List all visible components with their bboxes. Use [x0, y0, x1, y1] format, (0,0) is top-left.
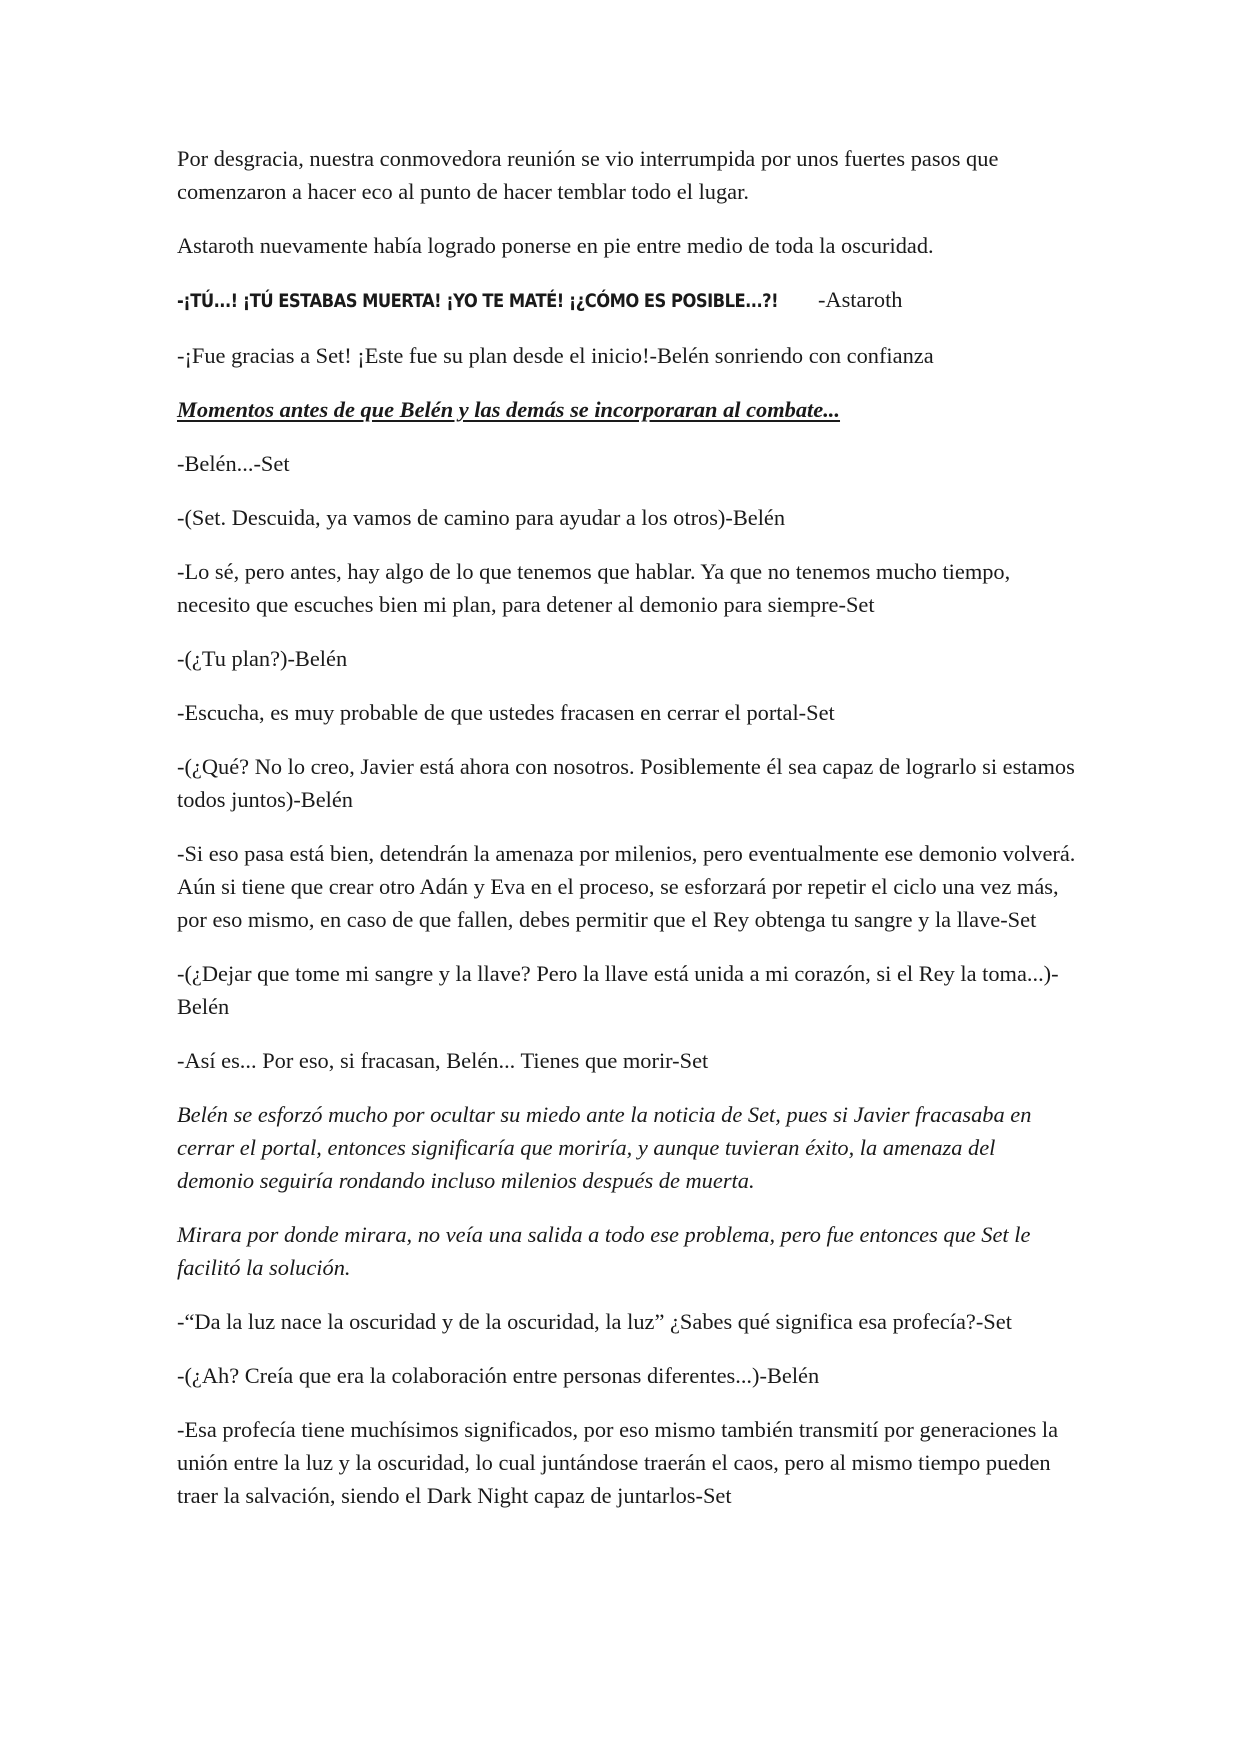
- dialogue-line: -Lo sé, pero antes, hay algo de lo que tenemos que hablar. Ya que no tenemos mucho tiempo, necesito que escuches bien mi plan, para detener al demonio para siempre-Set: [177, 559, 1011, 617]
- dialogue-belen-reply: -¡Fue gracias a Set! ¡Este fue su plan desde el inicio!-Belén sonriendo con confianza: [177, 343, 934, 368]
- dialogue-line: -Belén...-Set: [177, 451, 290, 476]
- dialogue-line: -(Set. Descuida, ya vamos de camino para ayudar a los otros)-Belén: [177, 505, 786, 530]
- paragraph-intro: Por desgracia, nuestra conmovedora reunión se vio interrumpida por unos fuertes pasos que comenzaron a hacer eco al punto de hacer temblar todo el lugar.: [177, 146, 999, 204]
- dialogue-line: -(¿Ah? Creía que era la colaboración entre personas diferentes...)-Belén: [177, 1363, 820, 1388]
- dialogue-line: -Esa profecía tiene muchísimos significados, por eso mismo también transmití por generaciones la unión entre la luz y la oscuridad, lo cual juntándose traerán el caos, pero al mismo tiempo pueden traer la salvación, siendo el Dark Night capaz de juntarlos-Set: [177, 1417, 1059, 1508]
- dialogue-line: -Así es... Por eso, si fracasan, Belén... Tienes que morir-Set: [177, 1048, 709, 1073]
- flashback-heading: Momentos antes de que Belén y las demás se incorporaran al combate...: [177, 397, 841, 422]
- shout-speaker: -Astaroth: [817, 287, 903, 312]
- narration-paragraph: Belén se esforzó mucho por ocultar su miedo ante la noticia de Set, pues si Javier fracasaba en cerrar el portal, entonces significaría que moriría, y aunque tuvieran éxito, la amenaza del demonio seguiría rondando incluso milenios después de muerta.: [177, 1102, 1032, 1193]
- dialogue-line: -(¿Tu plan?)-Belén: [177, 646, 348, 671]
- dialogue-line: -Escucha, es muy probable de que ustedes fracasen en cerrar el portal-Set: [177, 700, 835, 725]
- dialogue-line: -(¿Qué? No lo creo, Javier está ahora con nosotros. Posiblemente él sea capaz de lograrlo si estamos todos juntos)-Belén: [177, 754, 1075, 812]
- dialogue-line: -(¿Dejar que tome mi sangre y la llave? Pero la llave está unida a mi corazón, si el Rey la toma...)-Belén: [177, 961, 1059, 1019]
- astaroth-shout-line: [177, 283, 1077, 318]
- document-page: [177, 142, 1077, 1533]
- paragraph-astaroth-rises: Astaroth nuevamente había logrado ponerse en pie entre medio de toda la oscuridad.: [177, 233, 934, 258]
- dialogue-line: -“Da la luz nace la oscuridad y de la oscuridad, la luz” ¿Sabes qué significa esa profecía?-Set: [177, 1309, 1012, 1334]
- shout-text: -¡TÚ...! ¡TÚ ESTABAS MUERTA! ¡YO TE MATÉ! ¡¿CÓMO ES POSIBLE...?!: [177, 290, 779, 312]
- dialogue-line: -Si eso pasa está bien, detendrán la amenaza por milenios, pero eventualmente ese demonio volverá. Aún si tiene que crear otro Adán y Eva en el proceso, se esforzará por repetir el ciclo una vez más, por eso mismo, en caso de que fallen, debes permitir que el Rey obtenga tu sangre y la llave-Set: [177, 841, 1076, 932]
- narration-paragraph: Mirara por donde mirara, no veía una salida a todo ese problema, pero fue entonces que Set le facilitó la solución.: [177, 1222, 1031, 1280]
